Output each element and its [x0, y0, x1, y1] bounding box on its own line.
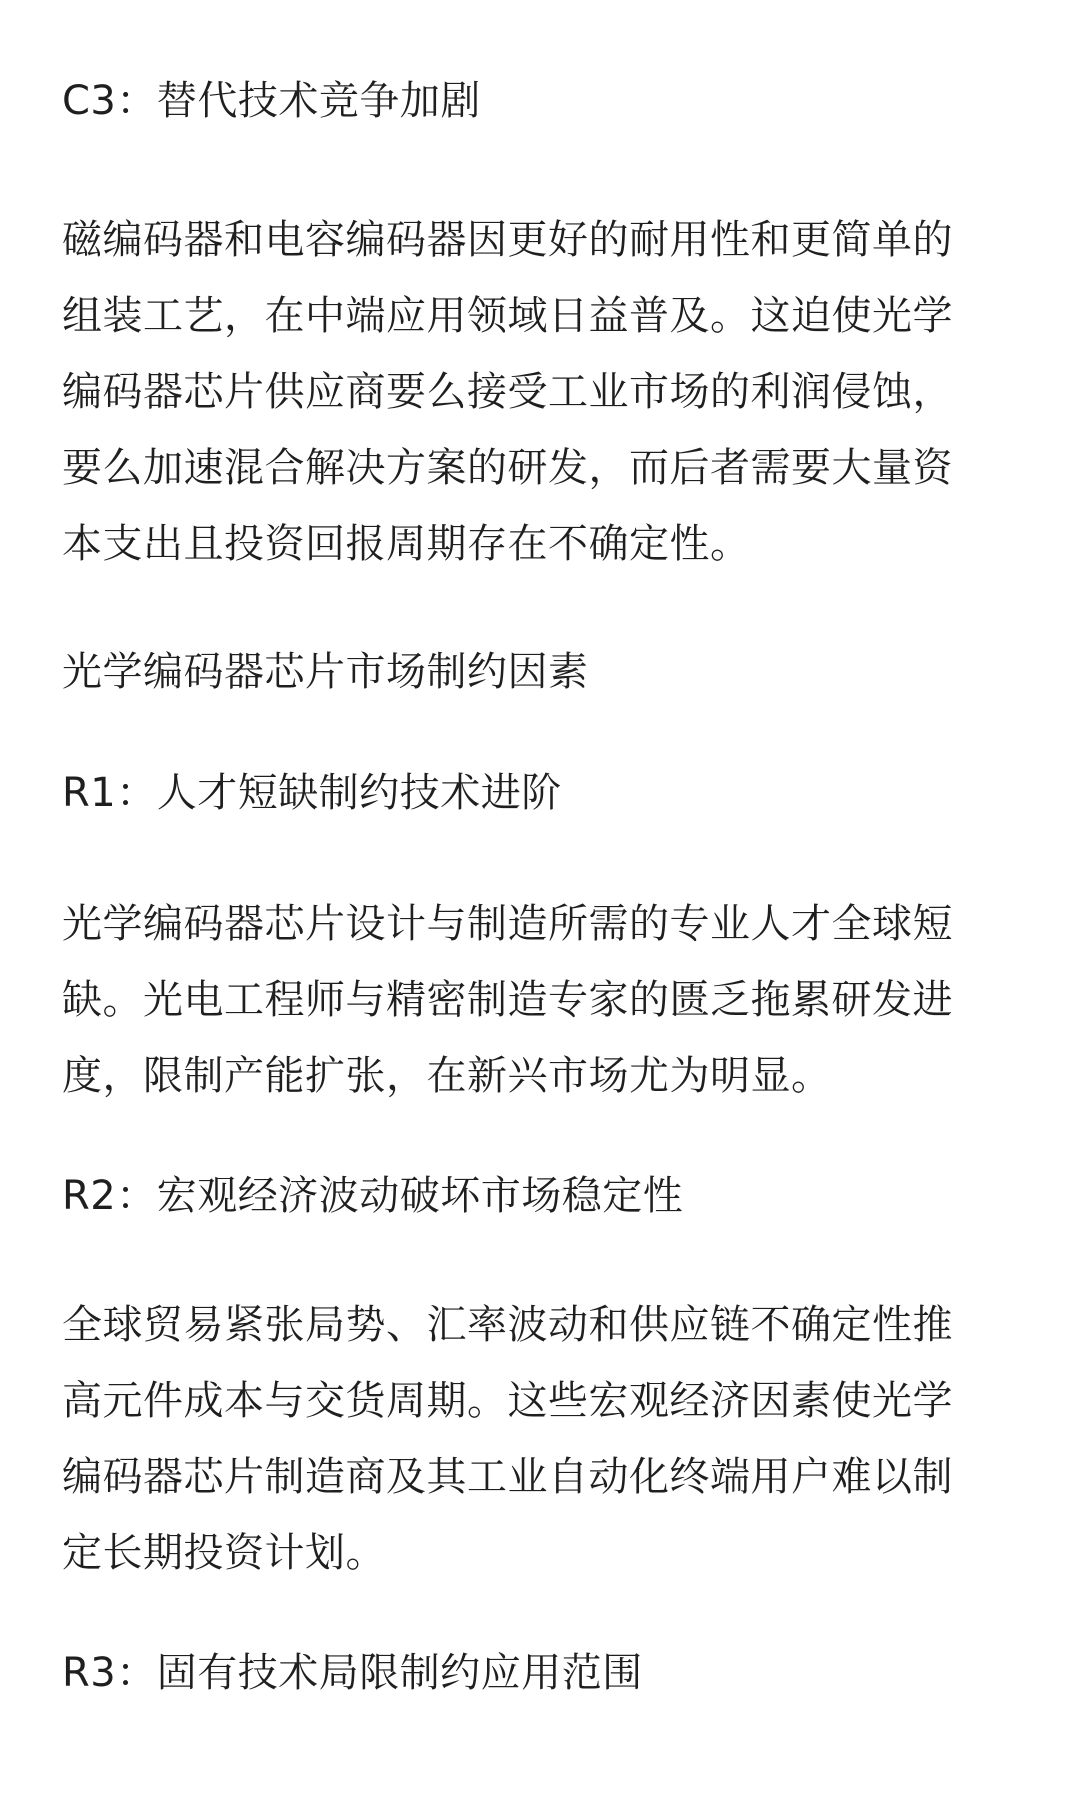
paragraph-line: 全球贸易紧张局势、汇率波动和供应链不确定性推	[62, 1302, 953, 1348]
paragraph-line: 组装工艺，在中端应用领域日益普及。这迫使光学	[62, 293, 953, 339]
paragraph-line: 高元件成本与交货周期。这些宏观经济因素使光学	[62, 1378, 953, 1424]
paragraph-line: 要么加速混合解决方案的研发，而后者需要大量资	[62, 445, 953, 491]
section-heading-r3: R3：固有技术局限制约应用范围	[62, 1650, 643, 1696]
paragraph-line: 本支出且投资回报周期存在不确定性。	[62, 521, 751, 567]
section-heading-r2: R2：宏观经济波动破坏市场稳定性	[62, 1173, 684, 1219]
paragraph-line: 光学编码器芯片设计与制造所需的专业人才全球短	[62, 901, 953, 947]
paragraph-line: 度，限制产能扩张，在新兴市场尤为明显。	[62, 1053, 832, 1099]
section-heading-restraints: 光学编码器芯片市场制约因素	[62, 649, 589, 695]
paragraph-line: 定长期投资计划。	[62, 1530, 386, 1576]
paragraph-line: 编码器芯片供应商要么接受工业市场的利润侵蚀，	[62, 369, 953, 415]
section-heading-r1: R1：人才短缺制约技术进阶	[62, 770, 562, 816]
paragraph-line: 磁编码器和电容编码器因更好的耐用性和更简单的	[62, 217, 953, 263]
paragraph-line: 缺。光电工程师与精密制造专家的匮乏拖累研发进	[62, 977, 953, 1023]
paragraph-line: 编码器芯片制造商及其工业自动化终端用户难以制	[62, 1454, 953, 1500]
section-heading-c3: C3：替代技术竞争加剧	[62, 78, 481, 124]
